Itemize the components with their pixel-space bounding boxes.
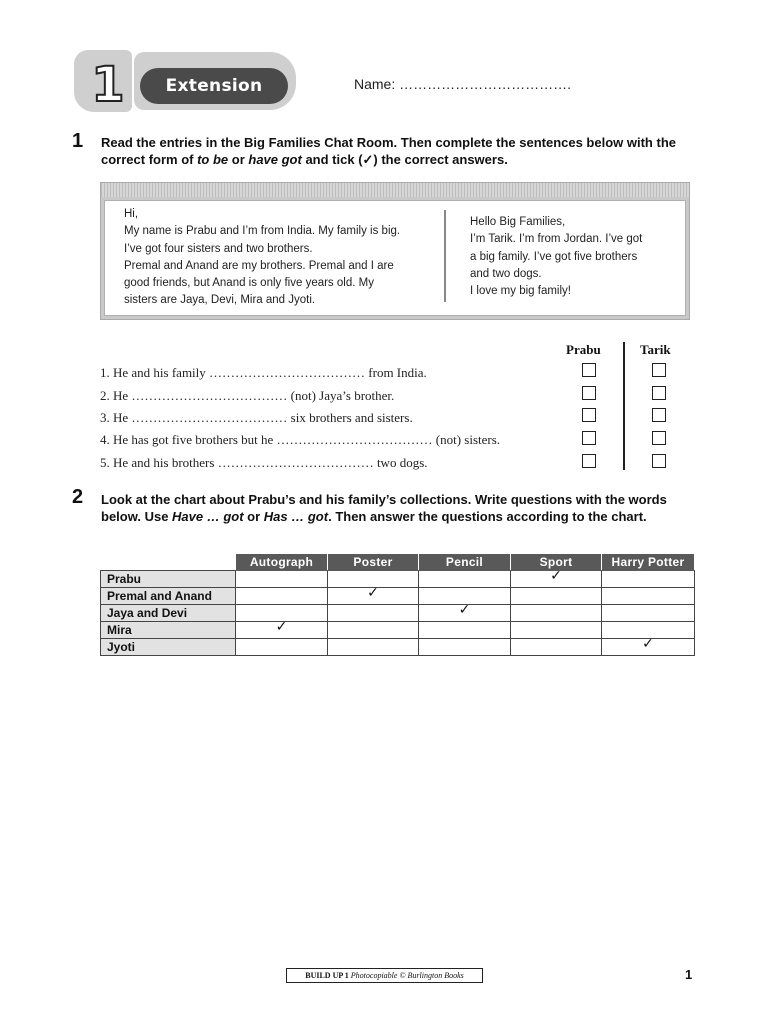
table-cell (602, 571, 695, 588)
column-header-tarik: Tarik (640, 342, 671, 357)
chat-line: a big family. I’ve got five brothers (470, 250, 638, 263)
table-row (101, 639, 695, 656)
table-cell (328, 585, 419, 605)
column-header: Sport (511, 554, 602, 571)
checkbox-4-prabu[interactable] (582, 431, 596, 445)
table-cell (511, 622, 602, 639)
column-header-prabu: Prabu (566, 342, 601, 357)
column-header: Pencil (419, 554, 511, 571)
table-row (101, 605, 695, 622)
sentence-1: 1. He and his family ……………………………… from India. (100, 365, 427, 380)
row-header: Premal and Anand (101, 588, 236, 605)
table-cell (328, 605, 419, 622)
section-label: Extension (140, 68, 288, 104)
chat-room-header-stripe (101, 183, 689, 197)
checkbox-2-prabu[interactable] (582, 386, 596, 400)
checkbox-1-tarik[interactable] (652, 363, 666, 377)
table-cell (511, 568, 602, 588)
exercise-2-instruction: Look at the chart about Prabu’s and his family’s collections. Write questions with the words below. Use Have … got or Has … got. Then answer the questions according to the chart. (101, 492, 667, 524)
chat-line: sisters are Jaya, Devi, Mira and Jyoti. (124, 294, 316, 307)
table-cell (328, 639, 419, 656)
table-cell (511, 605, 602, 622)
page-number: 1 (685, 967, 693, 982)
chat-line: Hi, (124, 208, 139, 220)
checkbox-5-tarik[interactable] (652, 454, 666, 468)
chat-line: Hello Big Families, (470, 216, 566, 228)
table-cell (602, 605, 695, 622)
checkbox-3-prabu[interactable] (582, 408, 596, 422)
chat-line: and two dogs. (470, 267, 542, 280)
column-header: Poster (328, 554, 419, 571)
sentence-3: 3. He ……………………………… six brothers and sisters. (100, 410, 413, 425)
exercise-2-number: 2 (72, 486, 84, 508)
tick-mark: ✓ (642, 636, 654, 652)
table-cell (419, 571, 511, 588)
checkbox-5-prabu[interactable] (582, 454, 596, 468)
tick-mark: ✓ (550, 568, 562, 584)
chat-line: I’ve got four sisters and two brothers. (124, 242, 313, 255)
chat-line: I love my big family! (470, 285, 571, 298)
row-header: Mira (101, 622, 236, 639)
chat-line: My name is Prabu and I’m from India. My family is big. (124, 225, 401, 238)
name-field-label[interactable]: Name: ………………………………. (354, 76, 572, 92)
row-header: Prabu (101, 571, 236, 588)
table-cell (236, 619, 328, 639)
table-row (101, 622, 695, 639)
table-row (101, 588, 695, 605)
chat-divider (444, 210, 446, 302)
footer-copyright: BUILD UP 1 Photocopiable © Burlington Books (286, 968, 483, 983)
checkbox-4-tarik[interactable] (652, 431, 666, 445)
table-cell (511, 588, 602, 605)
table-cell (602, 636, 695, 656)
exercise-1-number: 1 (72, 130, 84, 152)
tick-mark: ✓ (367, 585, 379, 601)
sentence-4: 4. He has got five brothers but he ……………………………… (not) sisters. (100, 432, 501, 447)
column-header: Harry Potter (602, 554, 695, 571)
table-cell (419, 602, 511, 622)
chat-line: Premal and Anand are my brothers. Premal and I are (124, 259, 394, 272)
checkbox-3-tarik[interactable] (652, 408, 666, 422)
table-corner (101, 554, 236, 571)
chat-line: I’m Tarik. I’m from Jordan. I’ve got (470, 233, 643, 246)
chat-entry-prabu (124, 206, 429, 310)
table-row (101, 571, 695, 588)
column-header: Autograph (236, 554, 328, 571)
chat-line: good friends, but Anand is only five years old. My (124, 277, 374, 290)
tick-mark: ✓ (458, 602, 471, 618)
table-cell (236, 571, 328, 588)
tick-mark: ✓ (275, 619, 288, 635)
checkbox-1-prabu[interactable] (582, 363, 596, 377)
sentence-5: 5. He and his brothers ……………………………… two dogs. (100, 455, 428, 470)
table-cell (511, 639, 602, 656)
sentence-2: 2. He ……………………………… (not) Jaya’s brother. (100, 388, 395, 403)
table-cell (328, 622, 419, 639)
table-cell (602, 588, 695, 605)
unit-number: 1 (91, 57, 125, 113)
checkbox-2-tarik[interactable] (652, 386, 666, 400)
table-cell (236, 639, 328, 656)
row-header: Jyoti (101, 639, 236, 656)
table-cell (419, 622, 511, 639)
row-header: Jaya and Devi (101, 605, 236, 622)
collections-chart (100, 553, 695, 656)
column-divider (623, 342, 625, 470)
table-cell (236, 588, 328, 605)
chat-entry-tarik (470, 214, 670, 300)
exercise-1-instruction: Read the entries in the Big Families Chat Room. Then complete the sentences below with the correct form of to be or have got and tick (✓) the correct answers. (101, 135, 676, 167)
table-cell (419, 639, 511, 656)
